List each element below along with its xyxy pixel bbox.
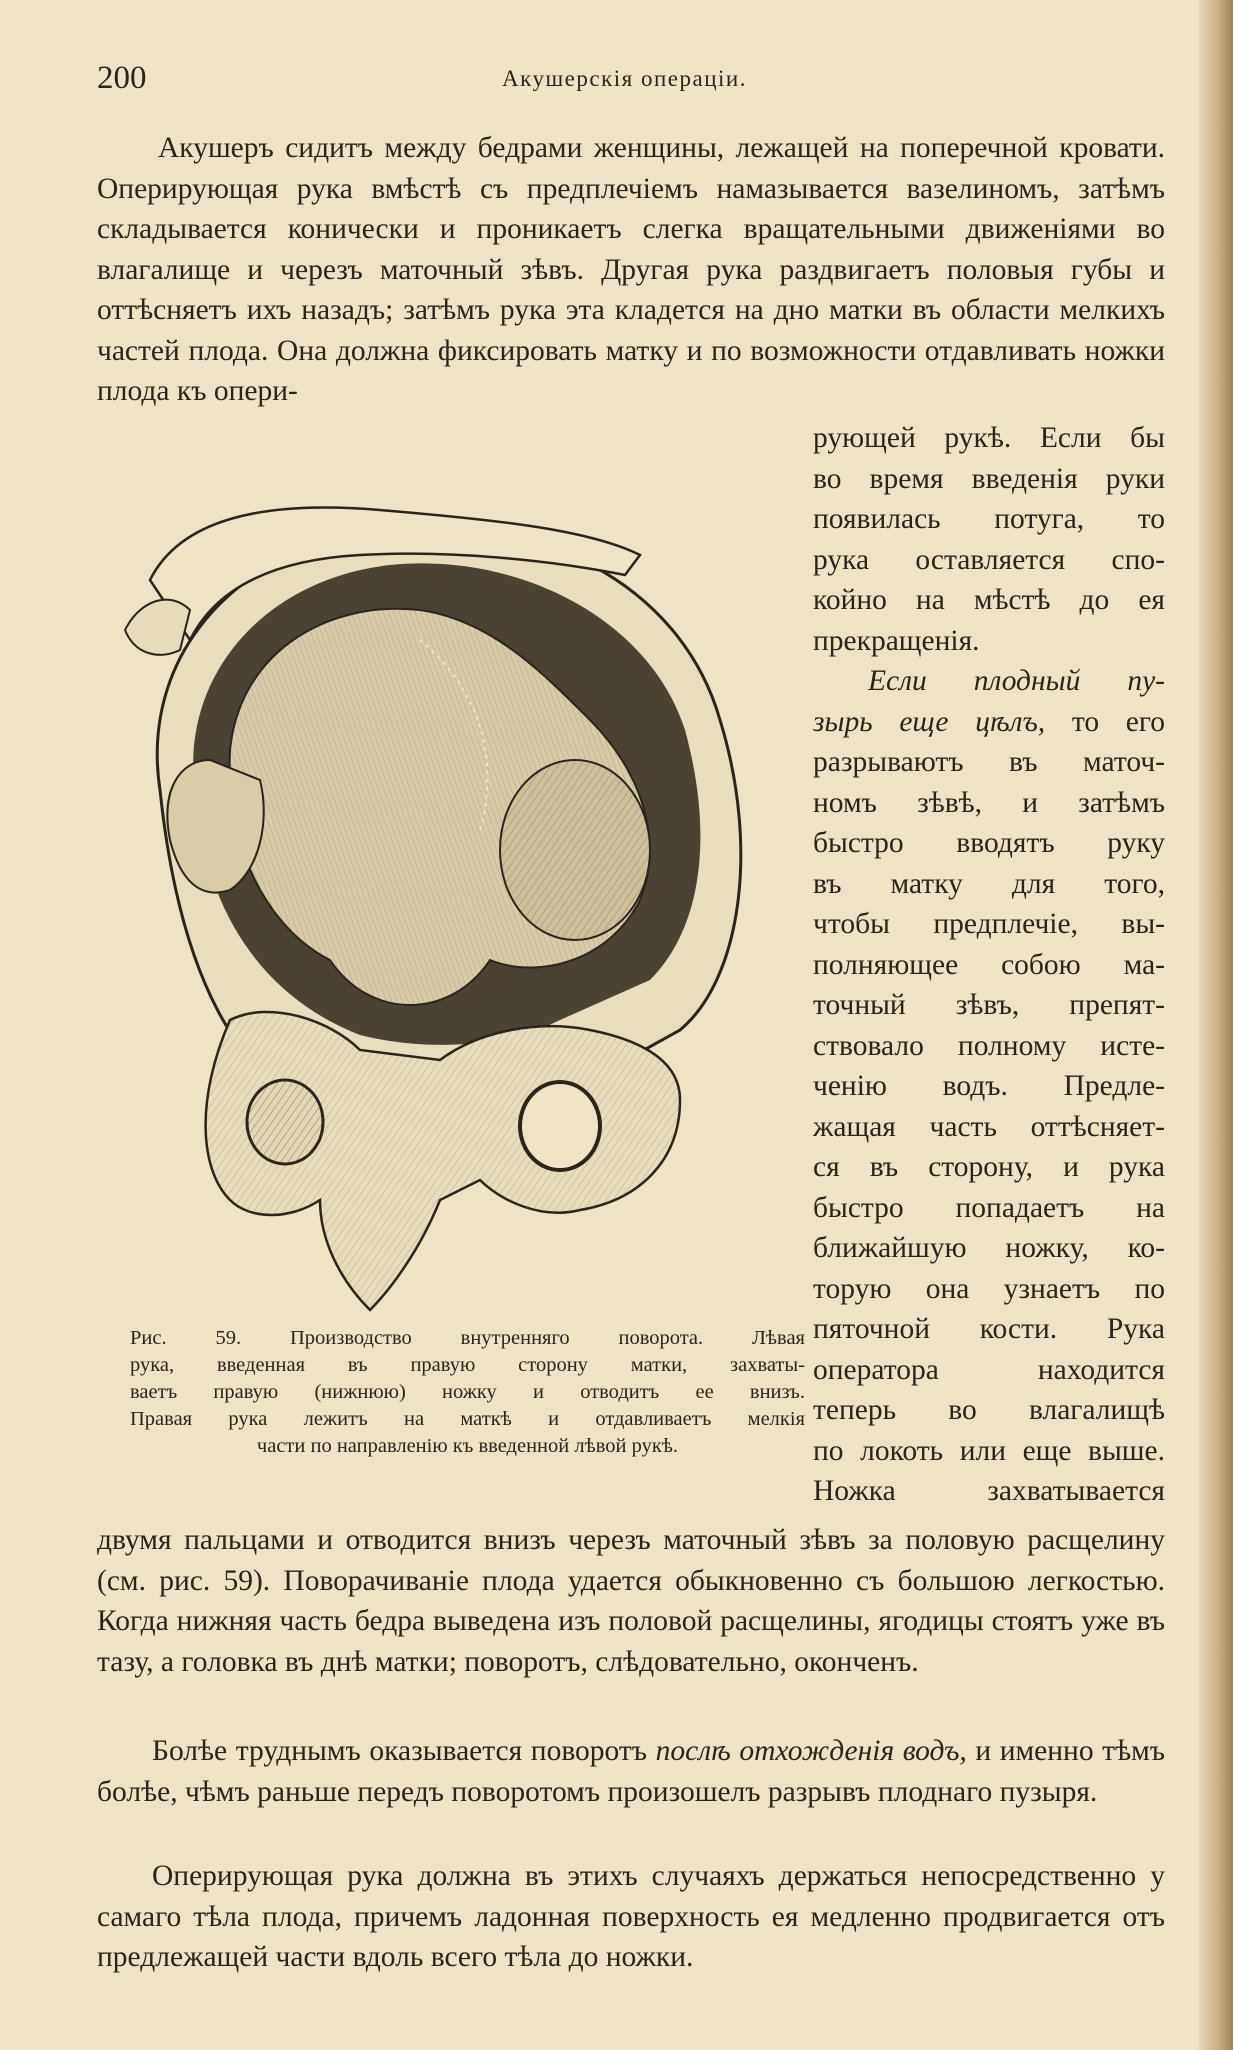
- text-line: быстро вводятъ руку: [813, 827, 1165, 859]
- paragraph-after-waters: [97, 1731, 1165, 1812]
- paragraph-intro: Акушеръ сидитъ между бедрами женщины, лежащей на поперечной кровати. Оперирующая рука вмѣстѣ съ предплечіемъ намазывается вазелиномъ, затѣмъ складывается конически и проникаетъ слегка вращательными движеніями во влагалище и черезъ маточный зѣвъ. Другая рука раздвигаетъ половыя губы и оттѣсняетъ ихъ назадъ; затѣмъ рука эта кладется на дно матки въ области мелкихъ частей плода. Она должна фиксировать матку и по возможности отдавливать ножки плода къ опери-: [97, 132, 1165, 407]
- text-line: оператора находится: [813, 1353, 1165, 1386]
- text-line: ченію водъ. Предле-: [813, 1070, 1165, 1102]
- side-column: [813, 418, 1165, 1512]
- caption-line: Рис. 59. Производство внутренняго поворота. Лѣвая: [130, 1327, 805, 1349]
- text-line: во время введенія руки: [813, 462, 1165, 495]
- text-line: быстро попадаетъ на: [813, 1191, 1165, 1224]
- page-header: [97, 60, 1177, 100]
- paragraph-operating-hand: Оперирующая рука должна въ этихъ случаяхъ держаться непосредственно у самаго тѣла плода, причемъ ладонная поверхность ея медленно продвигается отъ предлежащей части вдоль всего тѣла до ножки.: [97, 1860, 1165, 1973]
- caption-line: рука, введенная въ правую сторону матки, захваты-: [130, 1354, 805, 1376]
- text-line: точный зѣвъ, препят-: [813, 989, 1165, 1021]
- text-line: [813, 661, 1165, 702]
- text-line: теперь во влагалищѣ: [813, 1394, 1165, 1426]
- text-fragment: Болѣе труднымъ оказывается поворотъ: [152, 1735, 648, 1767]
- text-line: пяточной кости. Рука: [813, 1313, 1165, 1345]
- text-line: рука оставляется спо-: [813, 543, 1165, 576]
- text-line: чтобы предплечіе, вы-: [813, 908, 1165, 940]
- caption-line: Правая рука лежитъ на маткѣ и отдавливаетъ мелкія: [130, 1408, 805, 1430]
- text-line: появилась потуга, то: [813, 503, 1165, 535]
- figure-59-illustration: [120, 460, 770, 1320]
- page-number: 200: [97, 60, 147, 96]
- text-line: жащая часть оттѣсняет-: [813, 1110, 1165, 1143]
- text-line: ствовало полному исте-: [813, 1029, 1165, 1062]
- paragraph-continuation: двумя пальцами и отводится внизъ черезъ маточный зѣвъ за половую расщелину (см. рис. 59). Поворачиваніе плода удается обыкновенно съ большою легкостью. Когда нижняя часть бедра выведена изъ половой расщелины, ягодицы стоятъ уже въ тазу, а головка въ днѣ матки; поворотъ, слѣдовательно, оконченъ.: [97, 1524, 1165, 1678]
- text-line: номъ зѣвѣ, и затѣмъ: [813, 786, 1165, 819]
- text-line: Ножка захватывается: [813, 1475, 1165, 1507]
- caption-line: ваетъ правую (нижнюю) ножку и отводитъ ее внизъ.: [130, 1381, 805, 1403]
- text-line: [813, 702, 1165, 743]
- italic-phrase: послѣ отхожденія водъ,: [655, 1735, 967, 1767]
- figure-caption: [130, 1325, 805, 1460]
- text-line: въ матку для того,: [813, 867, 1165, 900]
- text-fragment: то его: [1071, 705, 1165, 738]
- text-line: ся въ сторону, и рука: [813, 1151, 1165, 1183]
- text-line: койно на мѣстѣ до ея: [813, 584, 1165, 616]
- page-edge: [1199, 0, 1233, 2050]
- running-title: Акушерскія операціи.: [502, 66, 747, 91]
- text-line: торую она узнаетъ по: [813, 1272, 1165, 1305]
- text-fragment: и именно тѣмъ болѣе, чѣмъ раньше передъ поворотомъ произошелъ разрывъ плоднаго пузыря.: [97, 1735, 1166, 1808]
- text-line: разрываютъ въ маточ-: [813, 746, 1165, 778]
- text-line: по локоть или еще выше.: [813, 1434, 1165, 1467]
- text-line: ближайшую ножку, ко-: [813, 1232, 1165, 1264]
- text-line: рующей рукѣ. Если бы: [813, 422, 1165, 454]
- text-line: полняющее собою ма-: [813, 948, 1165, 981]
- caption-line: части по направленію къ введенной лѣвой рукѣ.: [256, 1435, 679, 1457]
- italic-phrase: зырь еще цѣлъ,: [813, 705, 1046, 738]
- italic-phrase: Если плодный пу-: [868, 665, 1165, 697]
- uterus-engraving-image: [120, 460, 770, 1320]
- text-line: прекращенія.: [813, 624, 980, 657]
